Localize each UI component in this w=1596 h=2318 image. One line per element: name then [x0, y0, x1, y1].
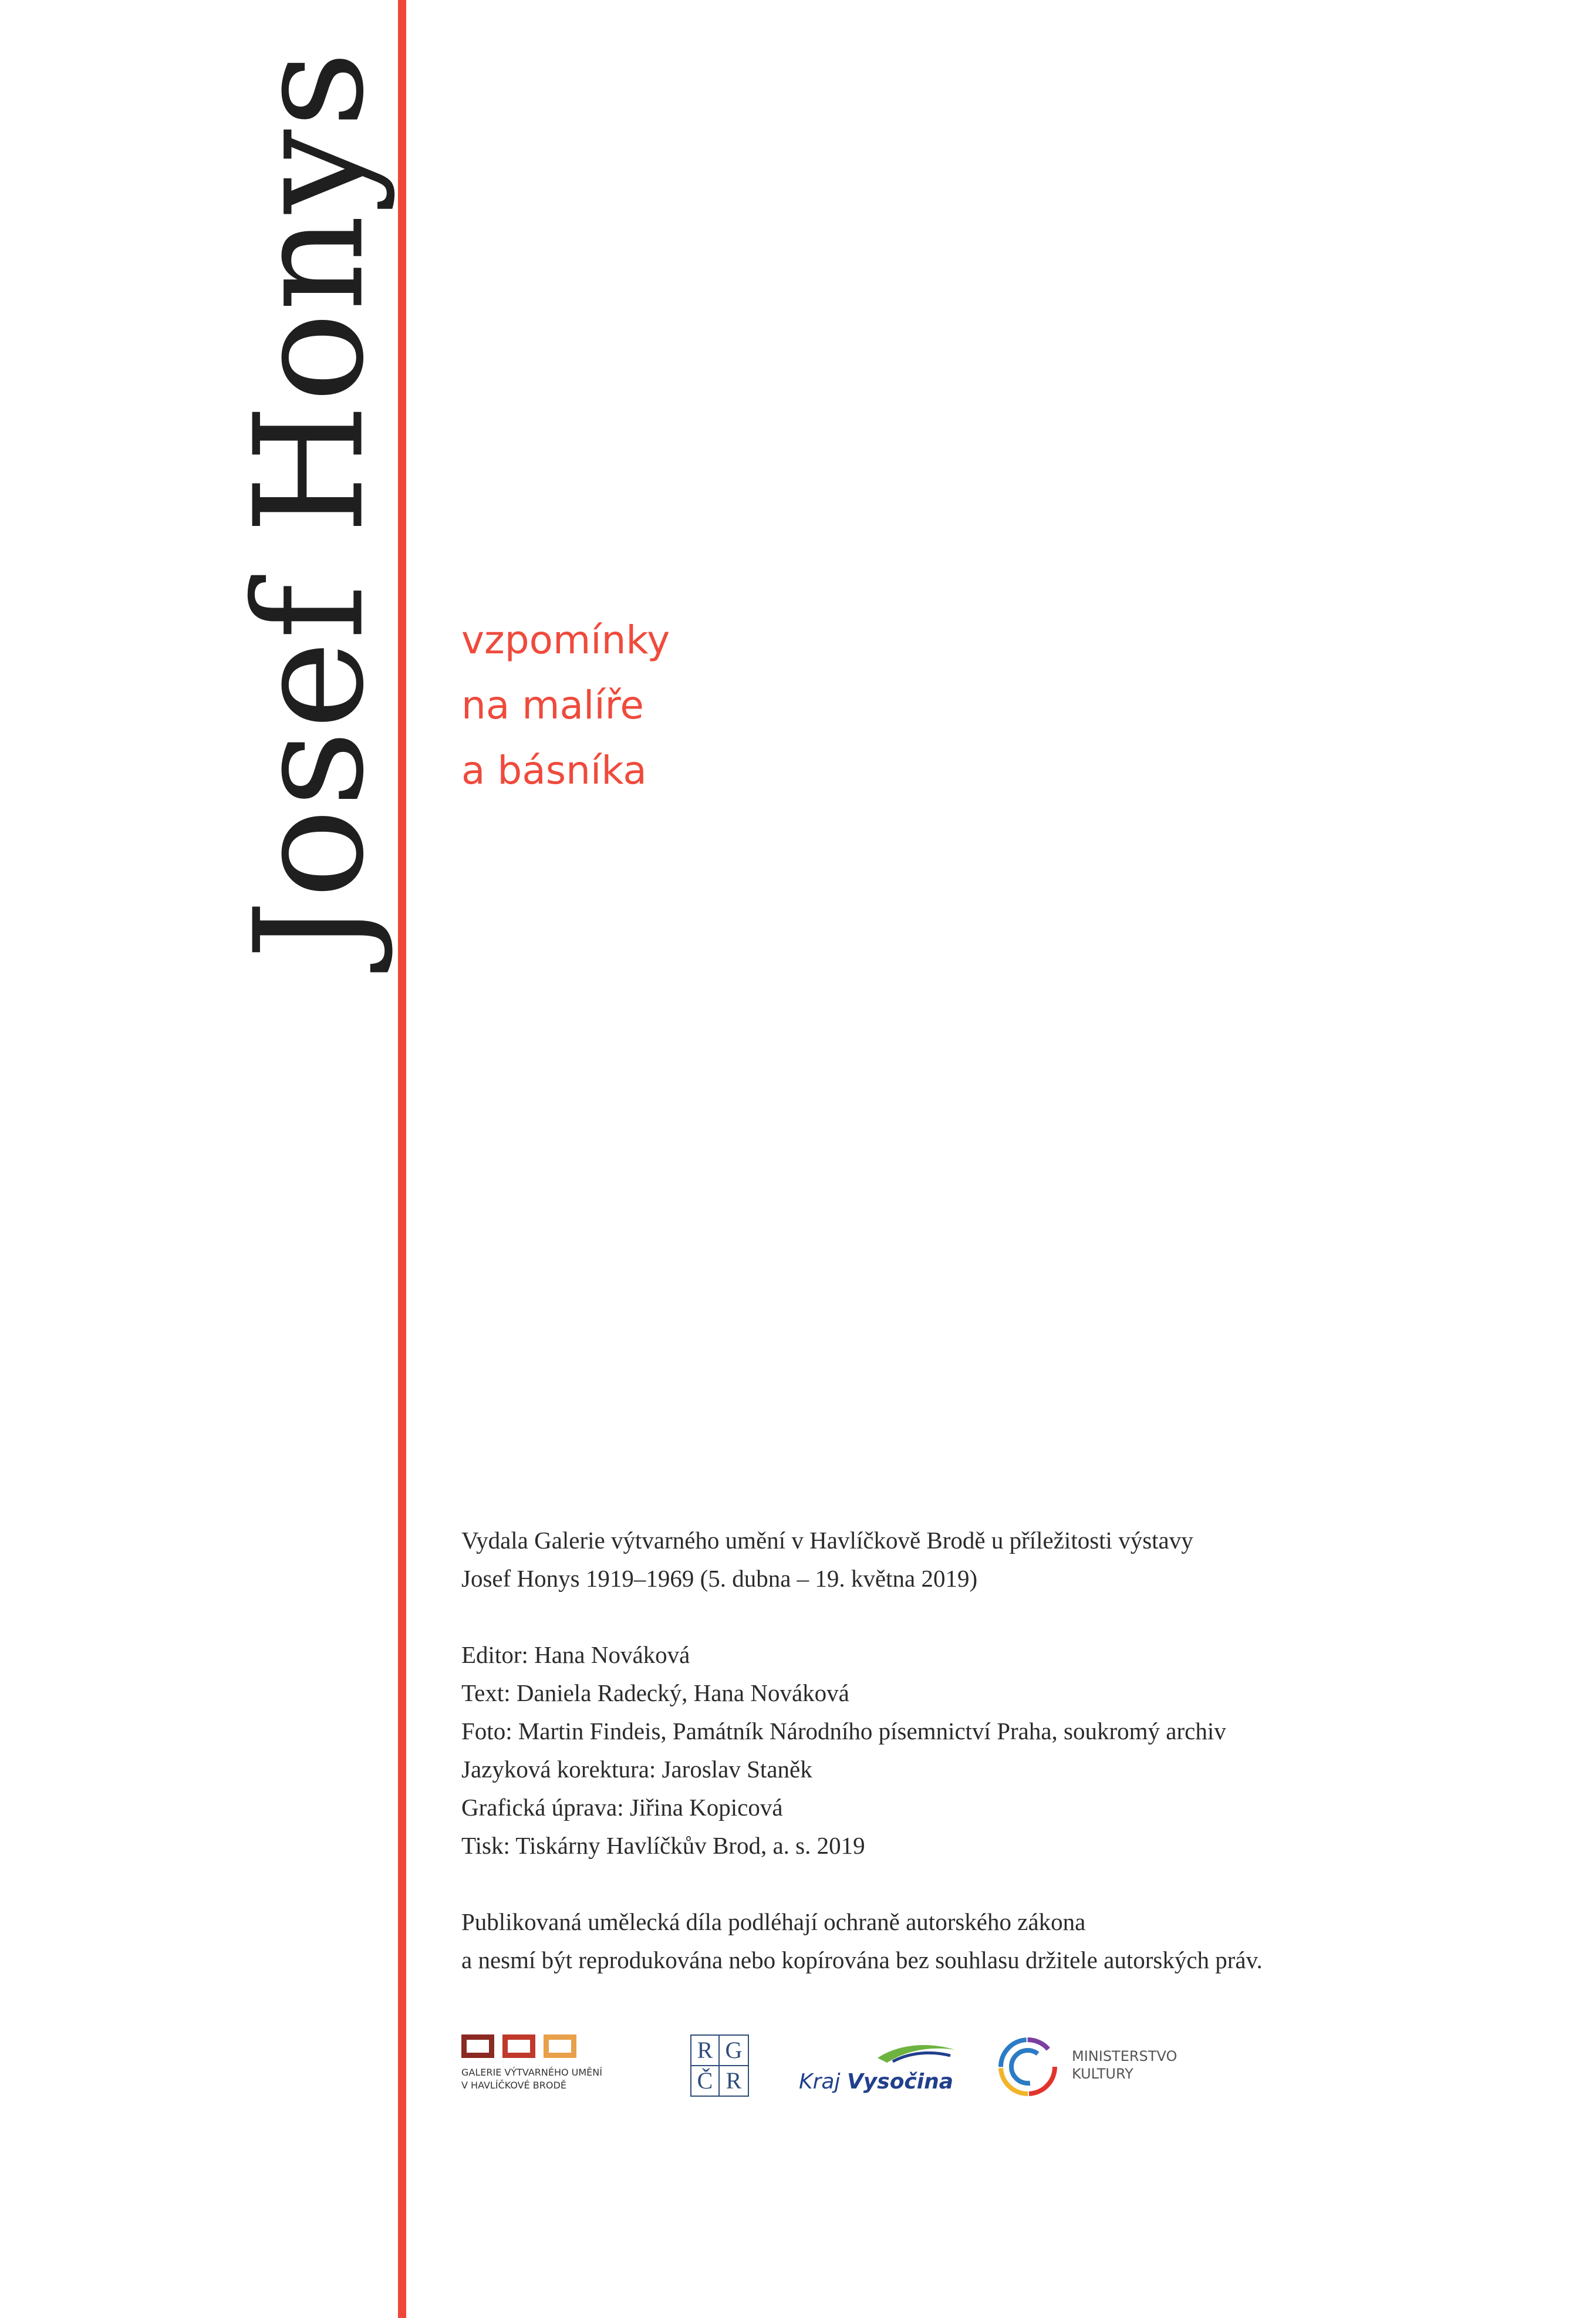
proofreading-credit: Jazyková korektura: Jaroslav Staněk [461, 1756, 812, 1783]
rights-line: Publikovaná umělecká díla podléhají ochraně autorského zákona [461, 1908, 1086, 1935]
subtitle-line: vzpomínky [461, 618, 670, 663]
galerie-logo [461, 2034, 602, 2092]
sponsor-logos [461, 2034, 1518, 2117]
publisher-line: Vydala Galerie výtvarného umění v Havlíčkově Brodě u příležitosti výstavy [461, 1527, 1193, 1554]
red-vertical-rule [398, 0, 406, 2318]
subtitle-line: a básníka [461, 748, 647, 793]
rights-line: a nesmí být reprodukována nebo kopírována bez souhlasu držitele autorských práv. [461, 1946, 1263, 1973]
rgcr-logo: R G Č R [690, 2034, 749, 2097]
title-block [222, 49, 397, 960]
kraj-vysocina-logo: Kraj Vysočina [799, 2040, 957, 2099]
kraj-swoosh-icon [875, 2040, 957, 2067]
editor-credit: Editor: Hana Nováková [461, 1641, 690, 1668]
galerie-logo-text: GALERIE VÝTVARNÉHO UMĚNÍ V HAVLÍČKOVÉ BRODĚ [461, 2067, 602, 2091]
publisher-line: Josef Honys 1919–1969 (5. dubna – 19. května 2019) [461, 1565, 978, 1592]
text-credit: Text: Daniela Radecký, Hana Nováková [461, 1679, 849, 1706]
ministerstvo-kultury-logo: MINISTERSTVO KULTURY [996, 2034, 1230, 2105]
subtitle-line: na malíře [461, 683, 644, 728]
design-credit: Grafická úprava: Jiřina Kopicová [461, 1794, 783, 1821]
ministry-ring-icon [996, 2034, 1060, 2099]
photo-credit: Foto: Martin Findeis, Památník Národního písemnictví Praha, soukromý archiv [461, 1718, 1226, 1745]
galerie-squares-icon [461, 2034, 602, 2058]
author-title: Josef Honys [222, 49, 397, 960]
colophon [461, 1521, 1541, 1979]
subtitle [461, 608, 670, 803]
print-credit: Tisk: Tiskárny Havlíčkův Brod, a. s. 2019 [461, 1832, 865, 1859]
